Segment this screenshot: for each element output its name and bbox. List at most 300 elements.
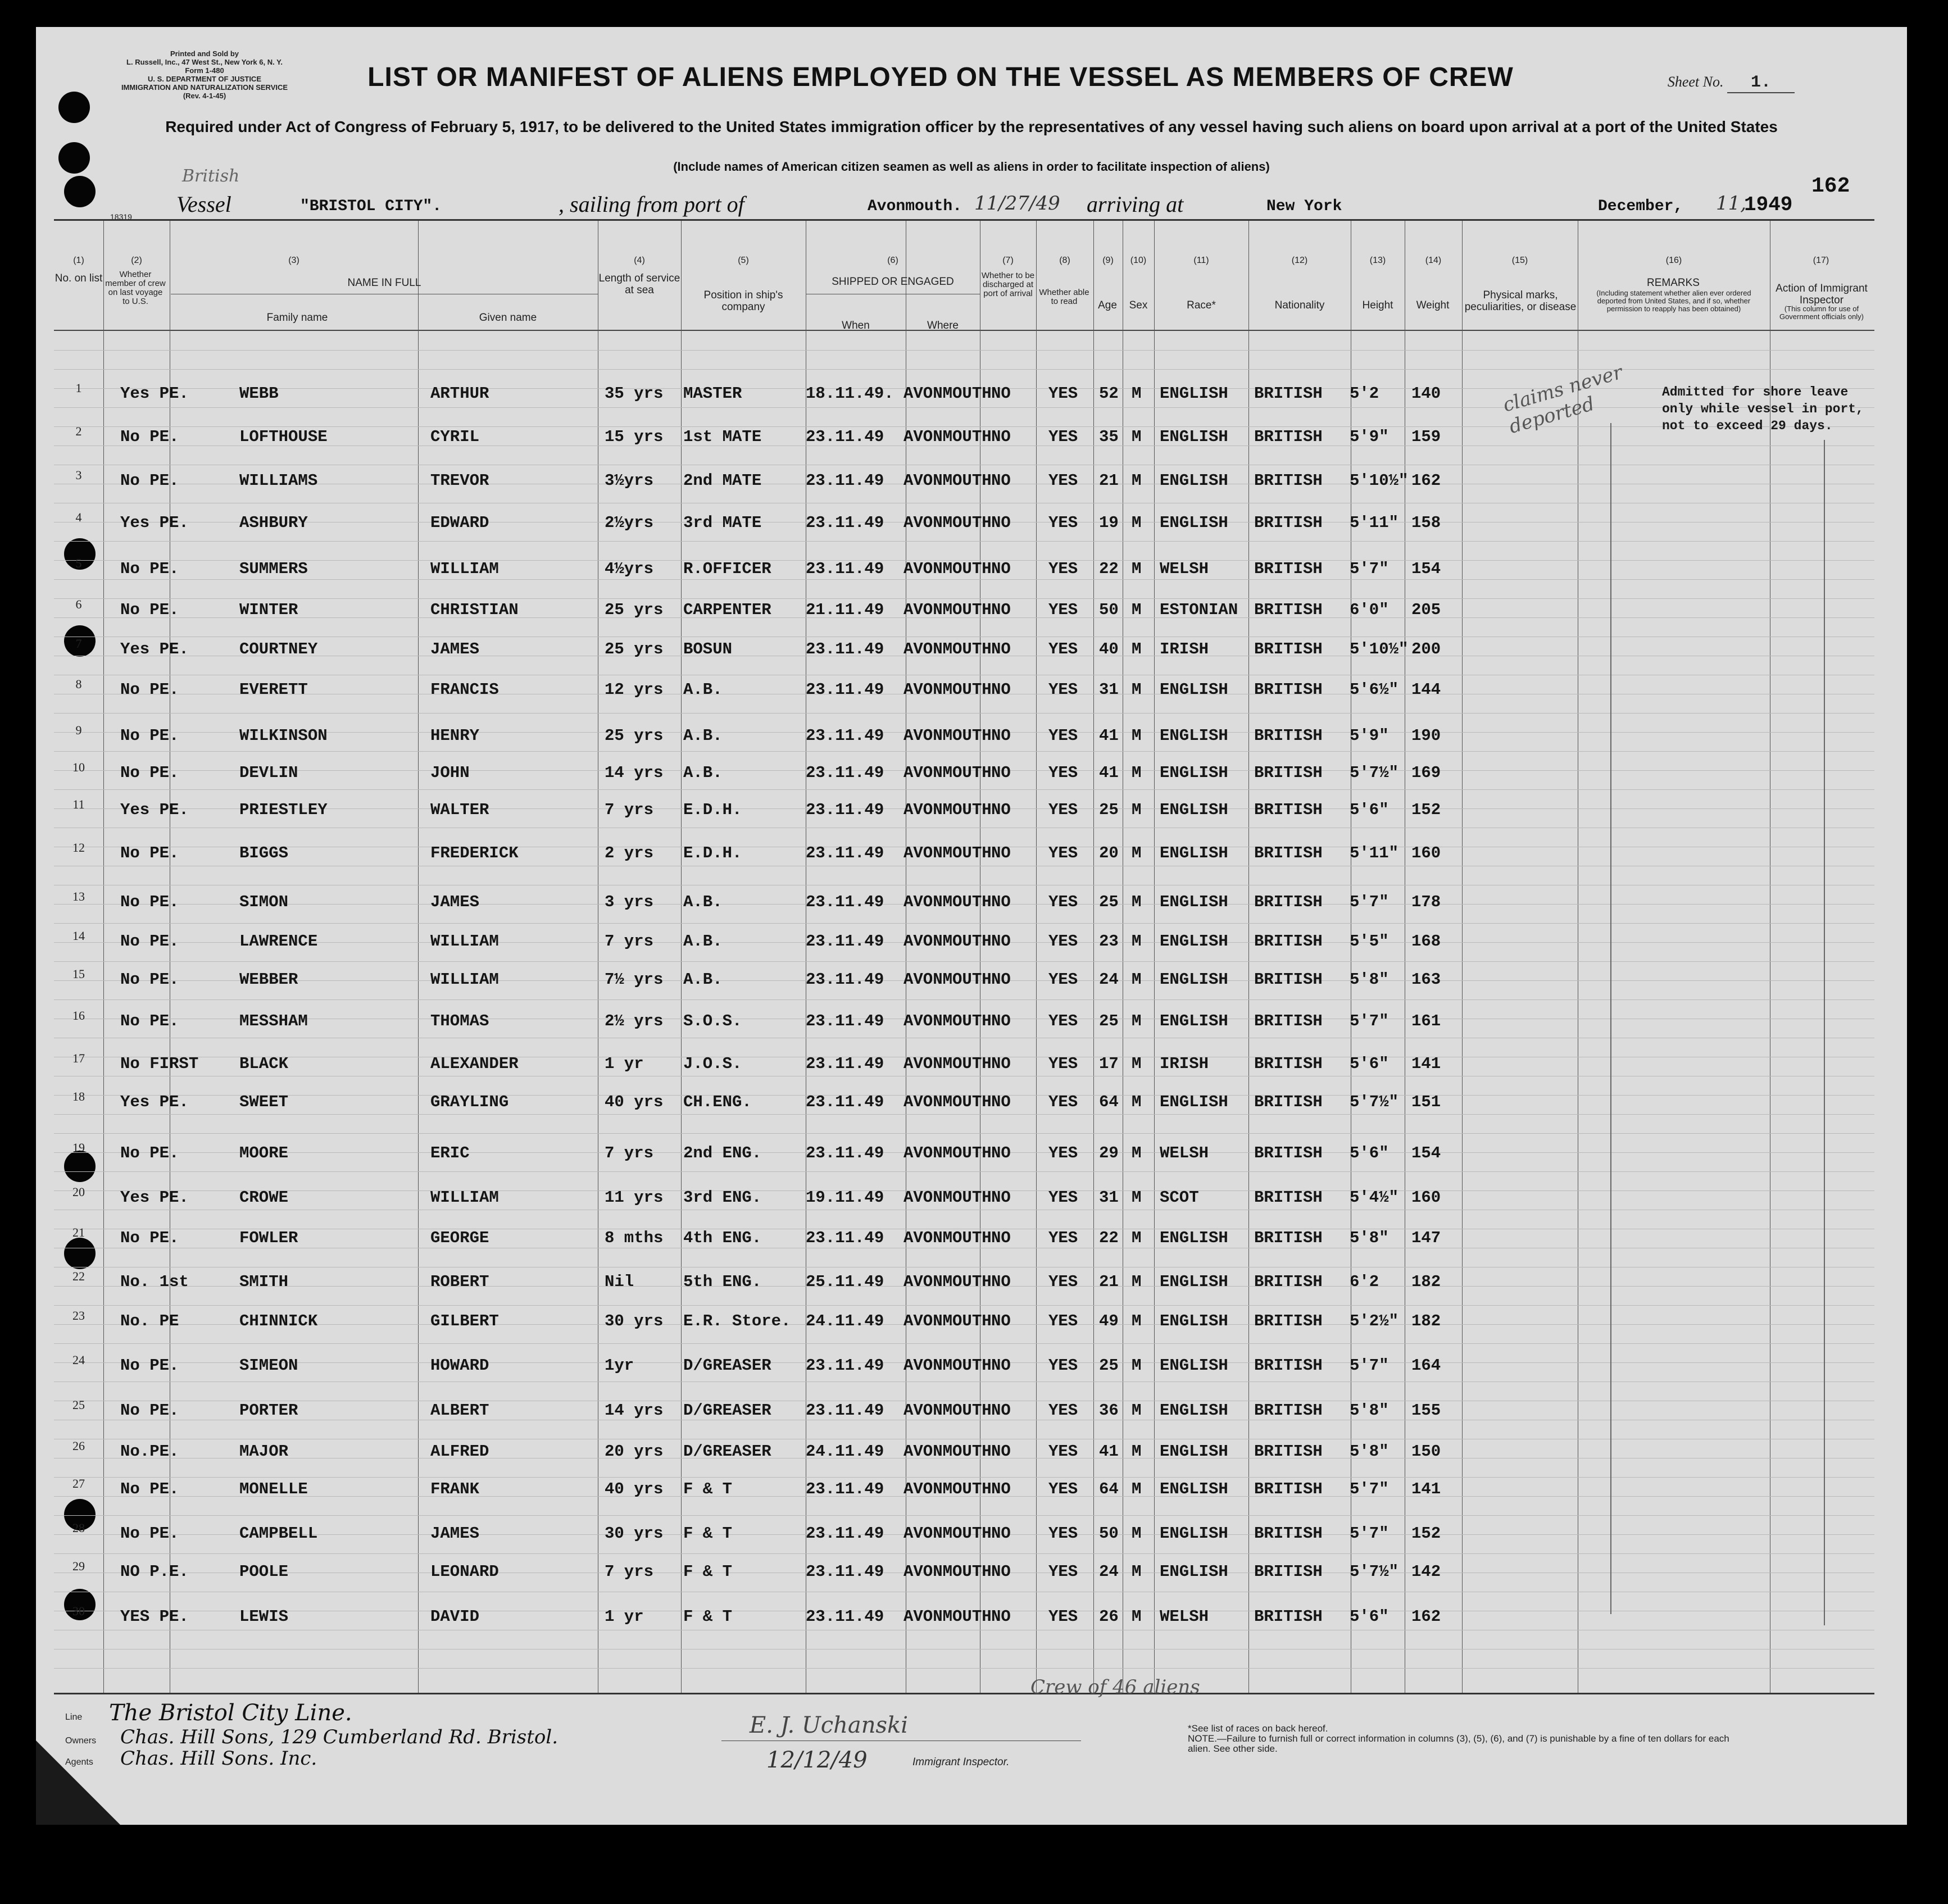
cell-age: 41	[1099, 1442, 1119, 1461]
cell-service: 25 yrs	[605, 601, 664, 619]
cell-sex: M	[1132, 1356, 1142, 1375]
cell-where: AVONMOUTH	[903, 932, 992, 951]
cell-disch: NO	[991, 1607, 1011, 1626]
printer-name: L. Russell, Inc., 47 West St., New York 6, N. Y.	[126, 58, 283, 66]
cell-race: ENGLISH	[1160, 1356, 1228, 1375]
cell-family: CAMPBELL	[239, 1524, 318, 1543]
cell-service: 40 yrs	[605, 1480, 664, 1498]
vessel-hand-note: British	[182, 166, 240, 186]
cell-race: ENGLISH	[1160, 471, 1228, 490]
cell-prev: No PE.	[120, 932, 179, 951]
cell-age: 35	[1099, 428, 1119, 446]
cell-disch: NO	[991, 726, 1011, 745]
cell-read: YES	[1048, 514, 1078, 532]
cell-prev: No PE.	[120, 1401, 179, 1420]
cell-where: AVONMOUTH	[903, 1356, 992, 1375]
row-number: 16	[72, 1008, 85, 1023]
cell-race: WELSH	[1160, 1607, 1209, 1626]
ruled-line	[54, 1133, 1874, 1134]
cell-weight: 163	[1411, 970, 1441, 989]
cell-when: 23.11.49	[806, 801, 884, 819]
cell-nat: BRITISH	[1254, 1012, 1323, 1030]
sheet-number	[1668, 73, 1795, 93]
cell-when: 23.11.49	[806, 1401, 884, 1420]
row-number: 24	[72, 1353, 85, 1367]
cell-sex: M	[1132, 384, 1142, 403]
header-nationality: Nationality	[1274, 299, 1325, 311]
cell-height: 6'0"	[1350, 601, 1389, 619]
cell-weight: 142	[1411, 1562, 1441, 1581]
cell-read: YES	[1048, 1356, 1078, 1375]
row-number: 19	[72, 1140, 85, 1155]
cell-sex: M	[1132, 801, 1142, 819]
row-number: 10	[72, 760, 85, 774]
port-from-date: 11/27/49	[974, 192, 1060, 215]
cell-read: YES	[1048, 680, 1078, 699]
ruled-line	[54, 1553, 1874, 1554]
cell-age: 26	[1099, 1607, 1119, 1626]
inspector-signature: E. J. Uchanski	[750, 1712, 909, 1738]
cell-service: 7 yrs	[605, 932, 654, 951]
cell-read: YES	[1048, 384, 1078, 403]
cell-nat: BRITISH	[1254, 680, 1323, 699]
cell-sex: M	[1132, 560, 1142, 578]
cell-disch: NO	[991, 1480, 1011, 1498]
row-number: 30	[72, 1604, 85, 1618]
cell-height: 5'6"	[1350, 1055, 1389, 1073]
cell-sex: M	[1132, 471, 1142, 490]
cell-prev: Yes PE.	[120, 801, 189, 819]
cell-prev: No PE.	[120, 1480, 179, 1498]
cell-service: 3 yrs	[605, 893, 654, 911]
header-no-on-list: No. on list	[55, 272, 103, 284]
cell-given: THOMAS	[430, 1012, 489, 1030]
cell-when: 24.11.49	[806, 1442, 884, 1461]
inspector-label: Immigrant Inspector.	[912, 1756, 1010, 1768]
cell-family: WILKINSON	[239, 726, 328, 745]
page-number: 162	[1811, 174, 1850, 198]
cell-nat: BRITISH	[1254, 640, 1323, 658]
cell-read: YES	[1048, 1480, 1078, 1498]
cell-nat: BRITISH	[1254, 1480, 1323, 1498]
cell-age: 22	[1099, 560, 1119, 578]
cell-weight: 162	[1411, 1607, 1441, 1626]
cell-where: AVONMOUTH	[903, 1480, 992, 1498]
cell-weight: 158	[1411, 514, 1441, 532]
cell-family: EVERETT	[239, 680, 308, 699]
footnote-races: *See list of races on back hereof.	[1188, 1723, 1328, 1734]
cell-read: YES	[1048, 1607, 1078, 1626]
cell-age: 41	[1099, 764, 1119, 782]
cell-service: 15 yrs	[605, 428, 664, 446]
cell-disch: NO	[991, 1356, 1011, 1375]
column-number: (3)	[288, 256, 299, 265]
row-number: 25	[72, 1398, 85, 1412]
cell-height: 5'9"	[1350, 428, 1389, 446]
sheet-label: Sheet No.	[1667, 74, 1724, 90]
cell-position: F & T	[683, 1607, 733, 1626]
arrival-day: 11,	[1716, 192, 1747, 215]
cell-where: AVONMOUTH	[903, 726, 992, 745]
cell-position: E.R. Store.	[683, 1312, 791, 1330]
cell-given: JAMES	[430, 893, 480, 911]
cell-prev: No PE.	[120, 1356, 179, 1375]
remarks-hand-note: claims never deported	[1500, 361, 1625, 439]
crew-table	[54, 219, 1874, 1694]
cell-height: 5'7½"	[1350, 764, 1399, 782]
cell-given: HOWARD	[430, 1356, 489, 1375]
cell-nat: BRITISH	[1254, 970, 1323, 989]
cell-prev: Yes PE.	[120, 1093, 189, 1111]
cell-nat: BRITISH	[1254, 1562, 1323, 1581]
cell-read: YES	[1048, 764, 1078, 782]
cell-sex: M	[1132, 640, 1142, 658]
cell-service: 25 yrs	[605, 726, 664, 745]
cell-weight: 141	[1411, 1480, 1441, 1498]
department: U. S. DEPARTMENT OF JUSTICE	[148, 75, 261, 83]
cell-race: ENGLISH	[1160, 844, 1228, 862]
cell-read: YES	[1048, 428, 1078, 446]
cell-prev: No.PE.	[120, 1442, 179, 1461]
header-length-service: Length of service at sea	[598, 272, 680, 296]
cell-given: ALFRED	[430, 1442, 489, 1461]
cell-where: AVONMOUTH	[903, 1144, 992, 1162]
cell-sex: M	[1132, 514, 1142, 532]
cell-when: 23.11.49	[806, 514, 884, 532]
column-number: (14)	[1425, 256, 1442, 265]
cell-sex: M	[1132, 1093, 1142, 1111]
cell-prev: No PE.	[120, 1144, 179, 1162]
cell-sex: M	[1132, 1401, 1142, 1420]
cell-read: YES	[1048, 1562, 1078, 1581]
cell-weight: 168	[1411, 932, 1441, 951]
cell-nat: BRITISH	[1254, 1356, 1323, 1375]
cell-sex: M	[1132, 1442, 1142, 1461]
cell-service: 35 yrs	[605, 384, 664, 403]
cell-read: YES	[1048, 1401, 1078, 1420]
cell-prev: No PE.	[120, 560, 179, 578]
ruled-line	[54, 541, 1874, 542]
cell-where: AVONMOUTH	[903, 893, 992, 911]
cell-position: BOSUN	[683, 640, 733, 658]
cell-service: 7½ yrs	[605, 970, 664, 989]
cell-disch: NO	[991, 844, 1011, 862]
cell-age: 64	[1099, 1093, 1119, 1111]
cell-where: AVONMOUTH	[903, 1273, 992, 1291]
cell-race: ENGLISH	[1160, 514, 1228, 532]
column-number: (13)	[1369, 256, 1386, 265]
cell-when: 23.11.49	[806, 970, 884, 989]
cell-service: 40 yrs	[605, 1093, 664, 1111]
cell-read: YES	[1048, 893, 1078, 911]
header-physical: Physical marks, peculiarities, or disease	[1464, 289, 1577, 313]
crew-note: Crew of 46 aliens	[1030, 1676, 1200, 1698]
cell-weight: 182	[1411, 1312, 1441, 1330]
ruled-line	[54, 350, 1874, 351]
cell-given: GEORGE	[430, 1229, 489, 1247]
cell-when: 23.11.49	[806, 1356, 884, 1375]
cell-prev: Yes PE.	[120, 640, 189, 658]
cell-weight: 144	[1411, 680, 1441, 699]
cell-race: ENGLISH	[1160, 1229, 1228, 1247]
cell-position: A.B.	[683, 893, 723, 911]
cell-given: CHRISTIAN	[430, 601, 519, 619]
cell-family: SMITH	[239, 1273, 289, 1291]
cell-family: BLACK	[239, 1055, 289, 1073]
cell-given: JAMES	[430, 640, 480, 658]
subtitle: Required under Act of Congress of February 5, 1917, to be delivered to the United States immigration officer by the representatives of any vessel having such aliens on board upon arrival at a port of the United States	[165, 118, 1778, 135]
cell-age: 21	[1099, 471, 1119, 490]
cell-age: 24	[1099, 1562, 1119, 1581]
cell-sex: M	[1132, 1012, 1142, 1030]
cell-disch: NO	[991, 1188, 1011, 1207]
cell-position: 3rd ENG.	[683, 1188, 762, 1207]
cell-height: 5'7"	[1350, 560, 1389, 578]
cell-position: A.B.	[683, 680, 723, 699]
cell-disch: NO	[991, 640, 1011, 658]
header-remarks-sub: (Including statement whether alien ever ordered deported from United States, and if so, whether permission to reapply has been obtained)	[1596, 289, 1751, 313]
cell-service: 14 yrs	[605, 1401, 664, 1420]
cell-read: YES	[1048, 1273, 1078, 1291]
cell-race: ENGLISH	[1160, 1012, 1228, 1030]
cell-race: ENGLISH	[1160, 680, 1228, 699]
cell-where: AVONMOUTH	[903, 384, 992, 403]
cell-race: ENGLISH	[1160, 1093, 1228, 1111]
cell-height: 5'7"	[1350, 1012, 1389, 1030]
cell-height: 5'2½"	[1350, 1312, 1399, 1330]
row-number: 17	[72, 1051, 85, 1065]
column-number: (16)	[1665, 256, 1682, 265]
cell-height: 5'8"	[1350, 970, 1389, 989]
header-when: When	[842, 320, 870, 331]
cell-nat: BRITISH	[1254, 1273, 1323, 1291]
cell-disch: NO	[991, 1273, 1011, 1291]
cell-where: AVONMOUTH	[903, 764, 992, 782]
cell-given: FRANCIS	[430, 680, 499, 699]
cell-nat: BRITISH	[1254, 1093, 1323, 1111]
cell-race: ENGLISH	[1160, 970, 1228, 989]
column-number: (11)	[1193, 256, 1209, 265]
cell-where: AVONMOUTH	[903, 1607, 992, 1626]
cell-nat: BRITISH	[1254, 1229, 1323, 1247]
cell-position: CARPENTER	[683, 601, 771, 619]
cell-race: ENGLISH	[1160, 1401, 1228, 1420]
cell-where: AVONMOUTH	[903, 1562, 992, 1581]
footnote	[1188, 1724, 1750, 1754]
cell-height: 5'6½"	[1350, 680, 1399, 699]
cell-weight: 169	[1411, 764, 1441, 782]
column-number: (1)	[73, 256, 84, 265]
line-label: Line	[65, 1712, 83, 1722]
cell-height: 5'10½"	[1350, 471, 1409, 490]
cell-prev: Yes PE.	[120, 384, 189, 403]
cell-family: SIMON	[239, 893, 289, 911]
cell-race: ENGLISH	[1160, 1442, 1228, 1461]
agents-label: Agents	[65, 1757, 93, 1767]
owners-label: Owners	[65, 1736, 97, 1746]
cell-prev: Yes PE.	[120, 1188, 189, 1207]
row-number: 14	[72, 929, 85, 943]
cell-read: YES	[1048, 640, 1078, 658]
cell-nat: BRITISH	[1254, 384, 1323, 403]
cell-weight: 140	[1411, 384, 1441, 403]
cell-height: 5'6"	[1350, 1607, 1389, 1626]
cell-nat: BRITISH	[1254, 764, 1323, 782]
cell-prev: No PE.	[120, 844, 179, 862]
cell-position: A.B.	[683, 726, 723, 745]
cell-weight: 147	[1411, 1229, 1441, 1247]
cell-position: CH.ENG.	[683, 1093, 752, 1111]
cell-read: YES	[1048, 1229, 1078, 1247]
cell-nat: BRITISH	[1254, 560, 1323, 578]
cell-disch: NO	[991, 1012, 1011, 1030]
cell-sex: M	[1132, 1144, 1142, 1162]
column-divider	[1462, 221, 1463, 1693]
cell-when: 25.11.49	[806, 1273, 884, 1291]
punch-hole	[58, 142, 90, 174]
cell-disch: NO	[991, 560, 1011, 578]
cell-disch: NO	[991, 893, 1011, 911]
cell-nat: BRITISH	[1254, 514, 1323, 532]
cell-nat: BRITISH	[1254, 932, 1323, 951]
cell-height: 5'7"	[1350, 1480, 1389, 1498]
row-number: 13	[72, 889, 85, 903]
cell-service: 2½ yrs	[605, 1012, 664, 1030]
cell-prev: No PE.	[120, 970, 179, 989]
cell-prev: No PE.	[120, 1524, 179, 1543]
cell-given: FREDERICK	[430, 844, 519, 862]
header-whether-member: Whether member of crew on last voyage to U.S.	[105, 270, 166, 306]
cell-sex: M	[1132, 1524, 1142, 1543]
cell-sex: M	[1132, 1562, 1142, 1581]
cell-read: YES	[1048, 471, 1078, 490]
header-shipped: SHIPPED OR ENGAGED	[832, 276, 954, 288]
cell-given: GRAYLING	[430, 1093, 509, 1111]
cell-height: 5'11"	[1350, 844, 1399, 862]
cell-family: SUMMERS	[239, 560, 308, 578]
cell-family: MAJOR	[239, 1442, 289, 1461]
row-number: 29	[72, 1559, 85, 1573]
cell-height: 5'8"	[1350, 1442, 1389, 1461]
cell-when: 23.11.49	[806, 764, 884, 782]
row-number: 1	[75, 381, 82, 395]
cell-race: ENGLISH	[1160, 428, 1228, 446]
cell-given: LEONARD	[430, 1562, 499, 1581]
cell-weight: 159	[1411, 428, 1441, 446]
cell-family: MONELLE	[239, 1480, 308, 1498]
cell-weight: 152	[1411, 1524, 1441, 1543]
row-number: 3	[75, 468, 82, 482]
cell-prev: No PE.	[120, 726, 179, 745]
cell-age: 17	[1099, 1055, 1119, 1073]
cell-nat: BRITISH	[1254, 1188, 1323, 1207]
cell-race: ENGLISH	[1160, 801, 1228, 819]
cell-read: YES	[1048, 1144, 1078, 1162]
cell-sex: M	[1132, 764, 1142, 782]
cell-given: JOHN	[430, 764, 470, 782]
cell-age: 41	[1099, 726, 1119, 745]
cell-where: AVONMOUTH	[903, 1055, 992, 1073]
cell-family: CHINNICK	[239, 1312, 318, 1330]
cell-read: YES	[1048, 970, 1078, 989]
revision: (Rev. 4-1-45)	[183, 92, 226, 100]
cell-position: E.D.H.	[683, 801, 742, 819]
cell-height: 5'6"	[1350, 801, 1389, 819]
cell-disch: NO	[991, 1442, 1011, 1461]
cell-given: FRANK	[430, 1480, 480, 1498]
cell-where: AVONMOUTH	[903, 1312, 992, 1330]
cell-where: AVONMOUTH	[903, 1093, 992, 1111]
cell-family: PORTER	[239, 1401, 298, 1420]
cell-nat: BRITISH	[1254, 801, 1323, 819]
cell-prev: No PE.	[120, 764, 179, 782]
cell-prev: Yes PE.	[120, 514, 189, 532]
cell-sex: M	[1132, 680, 1142, 699]
cell-height: 5'7"	[1350, 1524, 1389, 1543]
cell-weight: 182	[1411, 1273, 1441, 1291]
cell-position: A.B.	[683, 764, 723, 782]
cell-weight: 205	[1411, 601, 1441, 619]
column-divider	[681, 221, 682, 1693]
cell-family: LAWRENCE	[239, 932, 318, 951]
cell-prev: No PE.	[120, 471, 179, 490]
remarks-text: Admitted for shore leave only while vessel in port, not to exceed 29 days.	[1662, 385, 1864, 433]
cell-read: YES	[1048, 1012, 1078, 1030]
sailing-label: , sailing from port of	[558, 192, 744, 217]
ruled-line	[54, 1305, 1874, 1306]
cell-service: 2 yrs	[605, 844, 654, 862]
cell-family: WEBB	[239, 384, 279, 403]
cell-position: S.O.S.	[683, 1012, 742, 1030]
cell-height: 5'10½"	[1350, 640, 1409, 658]
cell-age: 29	[1099, 1144, 1119, 1162]
cell-where: AVONMOUTH	[903, 514, 992, 532]
ruled-line	[54, 1343, 1874, 1344]
header-remarks: REMARKS	[1647, 277, 1700, 289]
cell-given: ALBERT	[430, 1401, 489, 1420]
row-number: 15	[72, 967, 85, 981]
cell-where: AVONMOUTH	[903, 844, 992, 862]
cell-family: LOFTHOUSE	[239, 428, 328, 446]
cell-service: 3½yrs	[605, 471, 654, 490]
cell-prev: No PE.	[120, 680, 179, 699]
cell-service: 12 yrs	[605, 680, 664, 699]
cell-nat: BRITISH	[1254, 844, 1323, 862]
cell-race: ENGLISH	[1160, 932, 1228, 951]
header-name-in-full: NAME IN FULL	[347, 277, 421, 289]
cell-when: 23.11.49	[806, 932, 884, 951]
cell-position: A.B.	[683, 970, 723, 989]
cell-sex: M	[1132, 893, 1142, 911]
cell-family: FOWLER	[239, 1229, 298, 1247]
cell-where: AVONMOUTH	[903, 471, 992, 490]
cell-service: 7 yrs	[605, 1144, 654, 1162]
cell-race: ENGLISH	[1160, 1480, 1228, 1498]
cell-given: JAMES	[430, 1524, 480, 1543]
column-divider	[1248, 221, 1249, 1693]
cell-where: AVONMOUTH	[903, 601, 992, 619]
cell-race: WELSH	[1160, 560, 1209, 578]
cell-family: MESSHAM	[239, 1012, 308, 1030]
cell-age: 25	[1099, 801, 1119, 819]
row-number: 9	[75, 723, 82, 737]
cell-sex: M	[1132, 1312, 1142, 1330]
column-divider	[1036, 221, 1037, 1693]
cell-age: 31	[1099, 1188, 1119, 1207]
cell-weight: 152	[1411, 801, 1441, 819]
cell-position: J.O.S.	[683, 1055, 742, 1073]
form-code: 18319	[110, 212, 132, 221]
